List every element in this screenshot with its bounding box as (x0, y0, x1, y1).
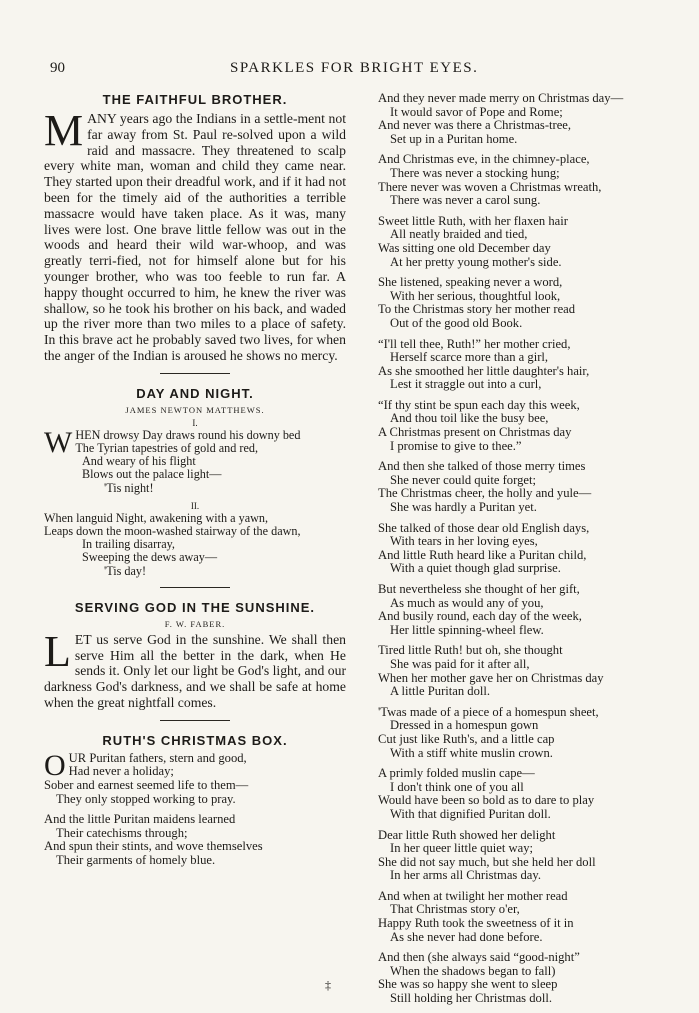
text-line: Happy Ruth took the sweetness of it in (378, 916, 574, 931)
text-line: on his back, and waded up the river more (44, 300, 346, 332)
text-line: brave act he probably saved two lives, for (82, 332, 317, 348)
text-line: Her little spinning-wheel flew. (390, 622, 544, 637)
text-line: UR Puritan fathers, stern and good, (68, 750, 247, 765)
poem-stanza (378, 644, 668, 698)
text-line: In her arms all Christmas day. (390, 868, 541, 883)
text-line: There never was woven a Christmas wreath, (378, 179, 602, 194)
text-line: The Tyrian tapestries of gold and red, (75, 440, 259, 455)
text-line: when the anger of the Indian is aroused he (44, 332, 346, 363)
poem-stanza (44, 748, 346, 806)
text-line: Dear little Ruth showed her delight (378, 827, 556, 842)
poem-stanza (378, 890, 668, 944)
text-line: As it was, many lives were lost. One brave (44, 205, 346, 237)
printer-mark: ‡ (325, 978, 331, 992)
left-column (44, 92, 346, 875)
text-line: solved upon a wild raid and massacre. They (87, 126, 346, 158)
text-line: With that dignified Puritan doll. (390, 806, 551, 821)
text-line: Sweeping the dews away— (82, 550, 218, 565)
part-label: II. (190, 500, 200, 511)
poem-stanza (378, 706, 668, 760)
text-line: And they never made merry on Christmas day— (378, 91, 624, 105)
poem-part-2 (44, 512, 346, 578)
poem-stanza (378, 276, 668, 330)
text-line: I promise to give to thee.” (390, 438, 522, 453)
text-line: As she smoothed her little daughter's hair, (378, 363, 590, 378)
text-line: As she never had done before. (390, 929, 543, 944)
text-line: threatened to scalp every white man, woman (44, 142, 346, 174)
text-line: Would have been so bold as to dare to play (378, 793, 595, 808)
text-line: The Christmas cheer, the holly and yule— (378, 486, 592, 501)
text-line: And then she talked of those merry times (378, 459, 586, 474)
text-line: been for the timely aid of the authorities a (44, 189, 307, 205)
text-line: And weary of his flight (82, 454, 196, 469)
poem-stanza (378, 215, 668, 269)
poem-stanza (378, 460, 668, 514)
text-line: In trailing disarray, (82, 537, 175, 552)
text-line: When languid Night, awakening with a yawn, (44, 510, 269, 525)
poem-stanza (378, 92, 668, 146)
poem-stanza (378, 767, 668, 821)
text-line: She never could quite forget; (390, 472, 536, 487)
text-line: Still holding her Christmas doll. (390, 991, 552, 1006)
text-line: I don't think one of you all (390, 779, 524, 794)
text-line: than two miles to a place of safety. In this (44, 316, 346, 348)
text-line: “I'll tell thee, Ruth!” her mother cried, (378, 336, 571, 351)
poem-stanza (378, 829, 668, 883)
text-line: Blows out the palace light— (82, 467, 222, 482)
poem-stanza (378, 583, 668, 637)
text-line: All neatly braided and tied, (390, 227, 528, 242)
right-column (378, 92, 668, 1013)
text-line: brother, who was too feeble to run far. A (95, 268, 347, 284)
running-head: SPARKLES FOR BRIGHT EYES. (230, 60, 479, 76)
section-title: RUTH'S CHRISTMAS BOX. (102, 732, 288, 748)
poem-stanza (378, 153, 668, 207)
text-line: the dark, when He sends it. Only let our (74, 647, 346, 679)
text-line: ANY years ago the Indians in a settle- (87, 111, 298, 126)
text-line: With tears in her loving eyes, (390, 534, 538, 549)
text-line: Sweet little Ruth, with her flaxen hair (378, 213, 568, 228)
poem-part-1 (44, 425, 346, 495)
text-line: They only stopped working to pray. (56, 791, 236, 806)
text-line: 'Tis night! (104, 480, 154, 495)
text-line: And thou toil like the busy bee, (390, 411, 549, 426)
text-line: When her mother gave her on Christmas day (378, 670, 604, 685)
text-line: In her queer little quiet way; (390, 841, 534, 856)
text-line: their wild war-whoop, and was greatly terri- (44, 237, 347, 269)
text-line: 'Tis day! (104, 563, 147, 578)
text-line: little fellow was out in the woods and heard (44, 221, 347, 253)
text-line: A primly folded muslin cape— (378, 766, 535, 781)
faithful-brother-text (44, 106, 347, 364)
text-line: Their garments of homely blue. (56, 852, 216, 867)
text-line: fied, not for himself alone but for his younger (44, 253, 346, 284)
text-line: darkness, and we shall be safe at home when (44, 679, 346, 710)
page-number: 90 (50, 60, 65, 76)
text-line: Tired little Ruth! but oh, she thought (378, 643, 563, 658)
text-line: She talked of those dear old English days, (378, 520, 590, 535)
faithful-brother-section (44, 92, 346, 364)
text-line: Leaps down the moon-washed stairway of the dawn, (44, 523, 301, 538)
author-byline: F. W. FABER. (164, 618, 226, 629)
drop-cap: O (44, 748, 66, 782)
text-line: And never was there a Christmas-tree, (378, 118, 572, 133)
text-line: That Christmas story o'er, (390, 902, 520, 917)
drop-cap: W (44, 425, 73, 459)
drop-cap: L (44, 626, 71, 676)
text-line: And Christmas eve, in the chimney-place, (378, 152, 590, 167)
text-line: She was hardly a Puritan yet. (390, 500, 537, 515)
text-line: the great nightfall comes. (77, 694, 217, 710)
text-line: When the shadows began to fall) (390, 963, 556, 978)
text-line: happy thought occurred to him, he knew (44, 284, 274, 300)
text-line: ET us serve God in the sunshine. We (74, 631, 292, 647)
text-line: She was paid for it after all, (390, 656, 530, 671)
serving-god-text (44, 626, 347, 711)
text-line: 'Twas made of a piece of a homespun sheet, (378, 704, 599, 719)
section-divider (160, 587, 230, 588)
text-line: And the little Puritan maidens learned (44, 812, 236, 827)
text-line: the river was shallow, so he took his brother (44, 284, 346, 316)
text-line: Was sitting one old December day (378, 240, 551, 255)
serving-god-section (44, 600, 346, 711)
text-line: Their catechisms through; (56, 825, 188, 840)
text-line: She listened, speaking never a word, (378, 275, 563, 290)
section-title: SERVING GOD IN THE SUNSHINE. (74, 599, 316, 615)
author-byline: JAMES NEWTON MATTHEWS. (125, 404, 265, 415)
section-title: DAY AND NIGHT. (136, 385, 254, 401)
text-line: Dressed in a homespun gown (390, 718, 539, 733)
drop-cap: M (44, 106, 84, 155)
text-line: And when at twilight her mother read (378, 888, 568, 903)
part-label: I. (192, 417, 198, 428)
text-line: Sober and earnest seemed life to them— (44, 777, 249, 792)
text-line: There was never a carol sung. (390, 193, 541, 208)
text-line: With a stiff white muslin crown. (390, 745, 553, 760)
section-divider (160, 373, 230, 374)
text-line: She did not say much, but she held her doll (378, 854, 596, 869)
text-line: Lest it straggle out into a curl, (390, 377, 542, 392)
section-divider (160, 720, 230, 721)
text-line: HEN drowsy Day draws round his downy bed (75, 427, 301, 442)
text-line: To the Christmas story her mother read (378, 302, 576, 317)
text-line: It would savor of Pope and Rome; (390, 104, 563, 119)
day-and-night-section (44, 386, 346, 578)
text-line: terrible massacre would have taken place. (44, 189, 346, 221)
text-line: shall then serve Him all the better in (74, 631, 346, 663)
poem-stanza (378, 399, 668, 453)
text-line: Had never a holiday; (68, 764, 174, 779)
text-line: And little Ruth heard like a Puritan child, (378, 547, 587, 562)
text-line: upon their dreadful work, and if it had not (115, 174, 347, 190)
text-line: She was so happy she went to sleep (378, 977, 558, 992)
text-line: And busily round, each day of the week, (378, 609, 582, 624)
text-line: But nevertheless she thought of her gift, (378, 582, 580, 596)
text-line: light be God's light, and our darkness God's (44, 663, 347, 695)
section-title: THE FAITHFUL BROTHER. (102, 92, 288, 107)
text-line: And then (she always said “good-night” (378, 950, 580, 965)
text-line: With a quiet though glad surprise. (390, 561, 561, 576)
poem-stanza (378, 522, 668, 576)
text-line: And spun their stints, and wove themselves (44, 839, 263, 854)
text-line: shows no mercy. (246, 347, 338, 363)
text-line: Set up in a Puritan home. (390, 131, 518, 146)
text-line: With her serious, thoughtful look, (390, 288, 561, 303)
text-line: Herself scarce more than a girl, (390, 350, 549, 365)
text-line: As much as would any of you, (390, 595, 544, 610)
text-line: There was never a stocking hung; (390, 165, 560, 180)
text-line: “If thy stint be spun each day this week, (378, 397, 580, 412)
ruths-christmas-box-section (44, 733, 346, 868)
text-line: Out of the good old Book. (390, 315, 523, 330)
poem-stanza (378, 951, 668, 1005)
text-line: and child they came near. They started (44, 158, 346, 190)
text-line: Cut just like Ruth's, and a little cap (378, 731, 555, 746)
poem-stanza (378, 338, 668, 392)
text-line: A Christmas present on Christmas day (378, 425, 572, 440)
text-line: ment not far away from St. Paul re- (87, 111, 347, 142)
text-line: At her pretty young mother's side. (390, 254, 562, 269)
poem-stanza (44, 813, 346, 867)
text-line: A little Puritan doll. (390, 684, 491, 699)
